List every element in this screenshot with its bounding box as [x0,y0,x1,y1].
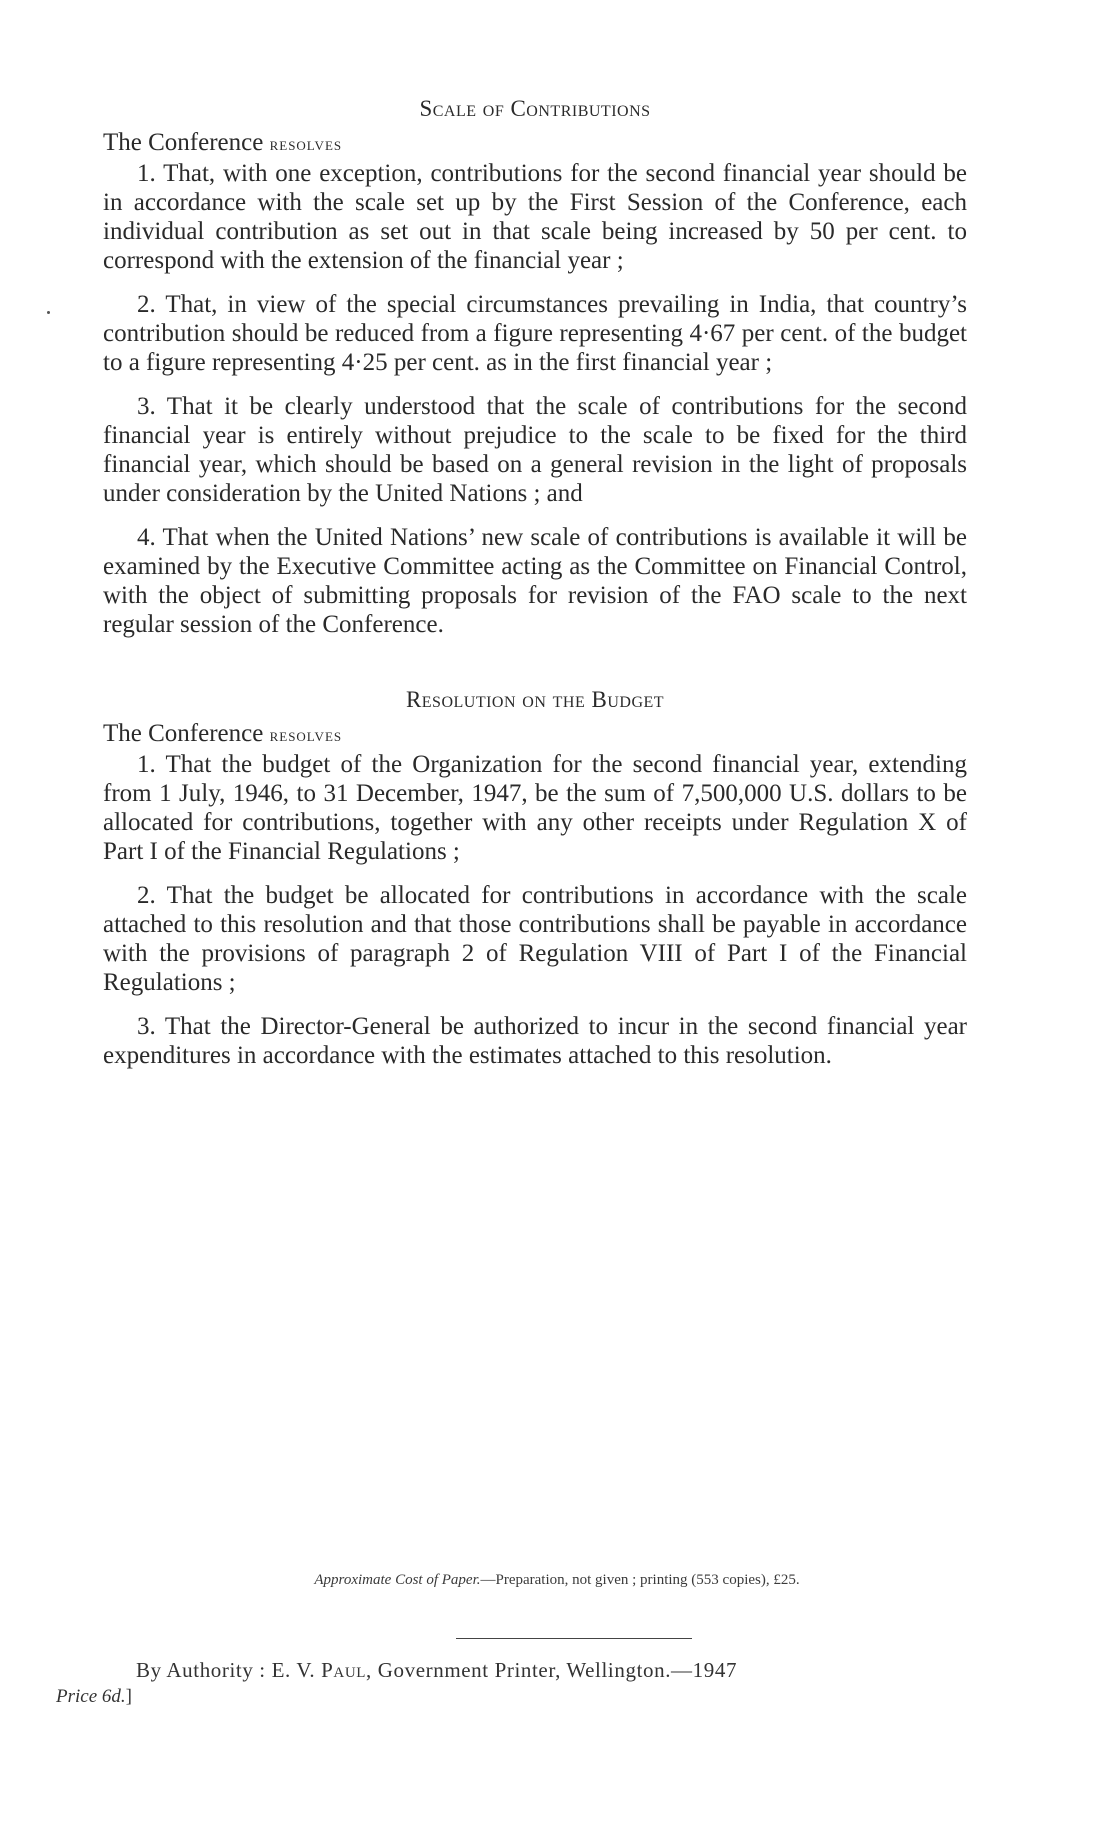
resolution-paragraph: 2. That, in view of the special circumstances prevailing in India, that country’s contribution should be reduced from a figure representing 4·67 per cent. of the budget to a figure representing 4·25 per cent. as in the first financial year ; [103,291,967,376]
resolution-paragraph: 3. That it be clearly understood that the scale of contributions for the second financial year is entirely without prejudice to the scale to be fixed for the third financial year, which should be based on a general revision in the light of proposals under consideration by the United Nations ; and [103,393,967,507]
authority-suffix: , Government Printer, Wellington.—1947 [366,1658,738,1682]
resolves-word: resolves [269,134,343,155]
price-bracket: ] [125,1686,132,1707]
resolves-prefix: The Conference [103,129,264,156]
resolves-prefix: The Conference [103,720,264,747]
footer-divider [456,1638,692,1639]
resolution-paragraph: 1. That the budget of the Organization for the second financial year, extending from 1 July, 1946, to 31 December, 1947, be the sum of 7,500,000 U.S. dollars to be allocated for contributions, together with any other receipts under Regulation X of Part I of the Financial Regulations ; [103,751,967,865]
resolution-paragraph: 4. That when the United Nations’ new scale of contributions is available it will be examined by the Executive Committee acting as the Committee on Financial Control, with the object of submitting proposals for revision of the FAO scale to the next regular session of the Conference. [103,524,967,638]
cost-text: —Preparation, not given ; printing (553 copies), £25. [480,1572,800,1588]
cost-of-paper-note [0,1572,1114,1589]
price-line [56,1686,132,1708]
cost-label: Approximate Cost of Paper. [314,1572,481,1588]
section-resolution-on-budget [103,687,967,1070]
section-heading: Scale of Contributions [419,96,651,121]
printer-authority-line [136,1658,737,1683]
resolution-paragraph: 2. That the budget be allocated for contributions in accordance with the scale attached to this resolution and that those contributions shall be payable in accordance with the provisions of paragraph 2 of Regulation VIII of Part I of the Financial Regulations ; [103,882,967,996]
section-scale-of-contributions [103,96,967,639]
price-label: Price 6d. [56,1686,126,1707]
resolution-paragraph: 3. That the Director-General be authorized to incur in the second financial year expenditures in accordance with the estimates attached to this resolution. [103,1013,967,1069]
resolves-line [103,128,967,159]
stray-mark [47,311,50,314]
resolves-line [103,719,967,750]
document-page [103,96,967,1085]
resolves-word: resolves [269,725,343,746]
authority-prefix: By Authority : E. V. [136,1658,316,1682]
resolution-paragraph: 1. That, with one exception, contributions for the second financial year should be in accordance with the scale set up by the First Session of the Conference, each individual contribution as set out in that scale being increased by 50 per cent. to correspond with the extension of the financial year ; [103,160,967,274]
section-heading: Resolution on the Budget [405,687,665,712]
printer-name: Paul [321,1658,367,1682]
